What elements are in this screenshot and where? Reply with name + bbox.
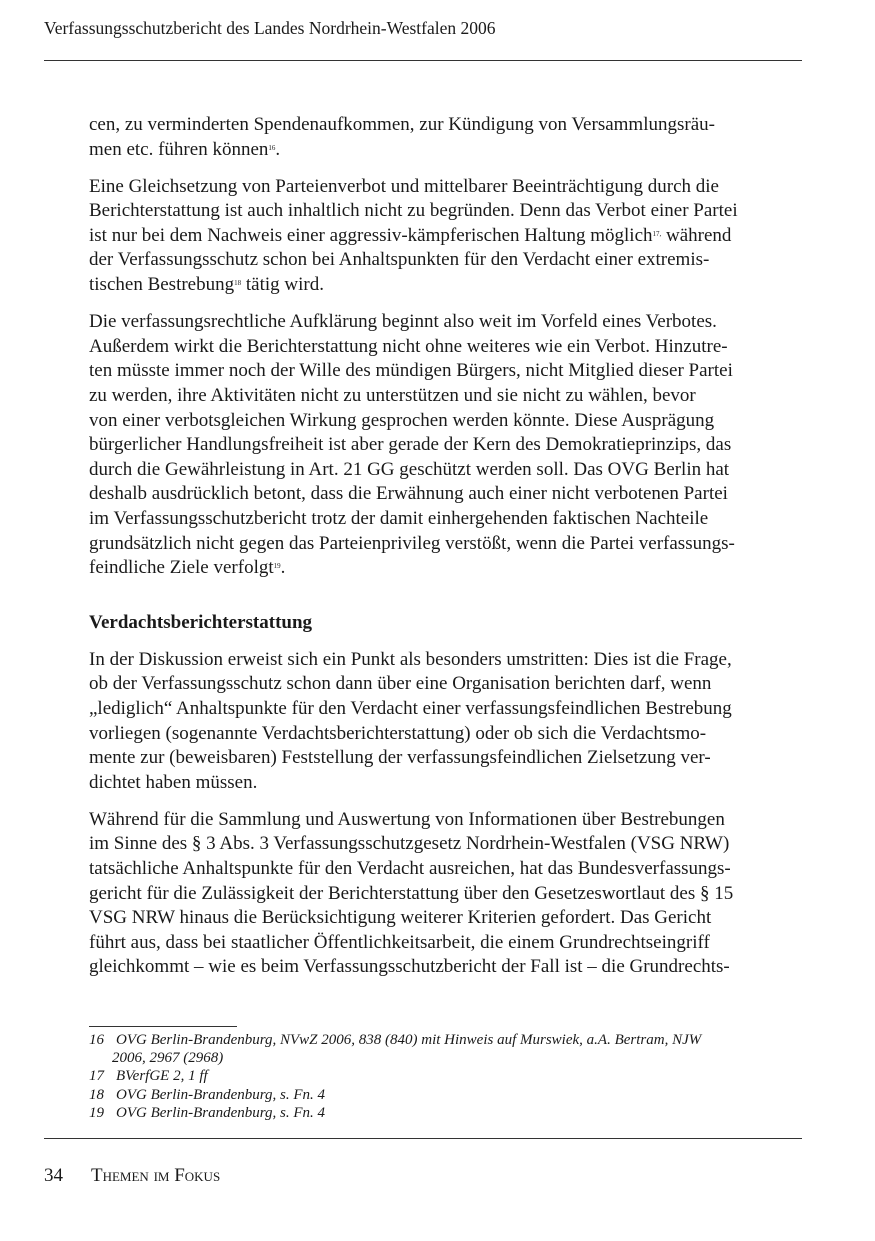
text-line: zu werden, ihre Aktivitäten nicht zu unterstützen und sie nicht zu wählen, bevor	[89, 384, 696, 406]
text-line: vorliegen (sogenannte Verdachtsberichterstattung) oder ob sich die Verdachtsmo-	[89, 722, 707, 744]
text-fragment: feindliche Ziele verfolgt	[89, 557, 274, 579]
footnote-number: 16	[89, 1032, 104, 1048]
footnote-divider	[89, 1026, 237, 1027]
text-line	[89, 138, 803, 163]
text-line	[89, 556, 803, 581]
paragraph	[89, 648, 803, 796]
text-fragment: men etc. führen können	[89, 138, 269, 160]
page-number: 34	[44, 1165, 63, 1186]
text-line: „lediglich“ Anhaltspunkte für den Verdacht einer verfassungsfeindlichen Bestrebung	[89, 697, 732, 719]
text-line: Während für die Sammlung und Auswertung von Informationen über Bestrebungen	[89, 808, 725, 830]
footnote-16	[89, 1031, 803, 1049]
text-fragment: während	[661, 224, 732, 246]
text-line: bürgerlicher Handlungsfreiheit ist aber gerade der Kern des Demokratieprinzips, das	[89, 434, 732, 456]
page-footer	[44, 1164, 220, 1188]
section-name: Themen im Fokus	[91, 1165, 221, 1186]
footnote-text: BVerfGE 2, 1 ff	[116, 1068, 208, 1085]
text-line: dichtet haben müssen.	[89, 771, 258, 793]
text-line: deshalb ausdrücklich betont, dass die Erwähnung auch einer nicht verbotenen Partei	[89, 483, 728, 505]
text-line	[89, 224, 803, 249]
text-line: ob der Verfassungsschutz schon dann über eine Organisation berichten darf, wenn	[89, 673, 712, 695]
footnote-number: 18	[89, 1086, 104, 1103]
footnote-18	[89, 1086, 803, 1104]
footnote-ref-18: 18	[234, 279, 242, 288]
header-divider	[44, 60, 802, 61]
text-fragment: ist nur bei dem Nachweis einer aggressiv-kämpferischen Haltung möglich	[89, 224, 653, 246]
paragraph	[89, 175, 803, 298]
text-line: im Sinne des § 3 Abs. 3 Verfassungsschutzgesetz Nordrhein-Westfalen (VSG NRW)	[89, 833, 730, 855]
main-text	[89, 113, 803, 993]
text-fragment: .	[280, 557, 286, 579]
text-line	[89, 273, 803, 298]
text-fragment: .	[275, 138, 281, 160]
text-line: Außerdem wirkt die Berichterstattung nicht ohne weiteres wie ein Verbot. Hinzutre-	[89, 335, 728, 357]
paragraph	[89, 113, 803, 162]
footnote-16-continuation: 2006, 2967 (2968)	[112, 1050, 224, 1067]
text-line: der Verfassungsschutz schon bei Anhaltspunkten für den Verdacht einer extremis-	[89, 249, 710, 271]
text-line: mente zur (beweisbaren) Feststellung der verfassungsfeindlichen Zielsetzung ver-	[89, 747, 711, 769]
text-line: cen, zu verminderten Spendenaufkommen, zur Kündigung von Versammlungsräu-	[89, 114, 715, 135]
paragraph	[89, 310, 803, 581]
text-line: Die verfassungsrechtliche Aufklärung beginnt also weit im Vorfeld eines Verbotes.	[89, 311, 717, 333]
footnote-19	[89, 1104, 803, 1122]
text-line: gleichkommt – wie es beim Verfassungsschutzbericht der Fall ist – die Grundrechts-	[89, 956, 730, 978]
text-line: tatsächliche Anhaltspunkte für den Verdacht ausreichen, hat das Bundesverfassungs-	[89, 858, 731, 880]
text-line: durch die Gewährleistung in Art. 21 GG geschützt werden soll. Das OVG Berlin hat	[89, 458, 730, 480]
text-line: Eine Gleichsetzung von Parteienverbot und mittelbarer Beeinträchtigung durch die	[89, 175, 719, 197]
footnote-ref-17: 17,	[652, 229, 662, 238]
footnote-text: OVG Berlin-Brandenburg, NVwZ 2006, 838 (840) mit Hinweis auf Murswiek, a.A. Bertram, NJW	[116, 1032, 702, 1048]
text-line: im Verfassungsschutzbericht trotz der damit einhergehenden faktischen Nachteile	[89, 507, 709, 529]
text-line: Berichterstattung ist auch inhaltlich nicht zu begründen. Denn das Verbot einer Partei	[89, 200, 738, 222]
text-fragment: tätig wird.	[241, 274, 324, 296]
text-line: ten müsste immer noch der Wille des mündigen Bürgers, nicht Mitglied dieser Partei	[89, 360, 733, 382]
footnotes	[89, 1031, 803, 1122]
text-line: grundsätzlich nicht gegen das Parteienprivileg verstößt, wenn die Partei verfassungs-	[89, 532, 735, 554]
text-fragment: tischen Bestrebung	[89, 274, 235, 296]
footnote-number: 17	[89, 1068, 104, 1085]
footer-divider	[44, 1138, 802, 1139]
text-line: In der Diskussion erweist sich ein Punkt als besonders umstritten: Dies ist die Frage,	[89, 648, 732, 670]
text-line: von einer verbotsgleichen Wirkung gesprochen werden könnte. Diese Ausprägung	[89, 409, 715, 431]
text-line: VSG NRW hinaus die Berücksichtigung weiterer Kriterien gefordert. Das Gericht	[89, 907, 712, 929]
section-heading: Verdachtsberichterstattung	[89, 611, 313, 633]
paragraph	[89, 808, 803, 980]
footnote-ref-19: 19	[273, 562, 281, 571]
footnote-text: OVG Berlin-Brandenburg, s. Fn. 4	[116, 1086, 326, 1103]
footnote-17	[89, 1067, 803, 1085]
footnote-number: 19	[89, 1104, 104, 1121]
text-line: gericht für die Zulässigkeit der Berichterstattung über den Gesetzeswortlaut des § 15	[89, 882, 734, 904]
running-header: Verfassungsschutzbericht des Landes Nordrhein-Westfalen 2006	[44, 18, 496, 38]
footnote-ref-16: 16	[268, 143, 276, 152]
text-line: führt aus, dass bei staatlicher Öffentlichkeitsarbeit, die einem Grundrechtseingriff	[89, 931, 710, 953]
footnote-text: OVG Berlin-Brandenburg, s. Fn. 4	[116, 1104, 326, 1121]
